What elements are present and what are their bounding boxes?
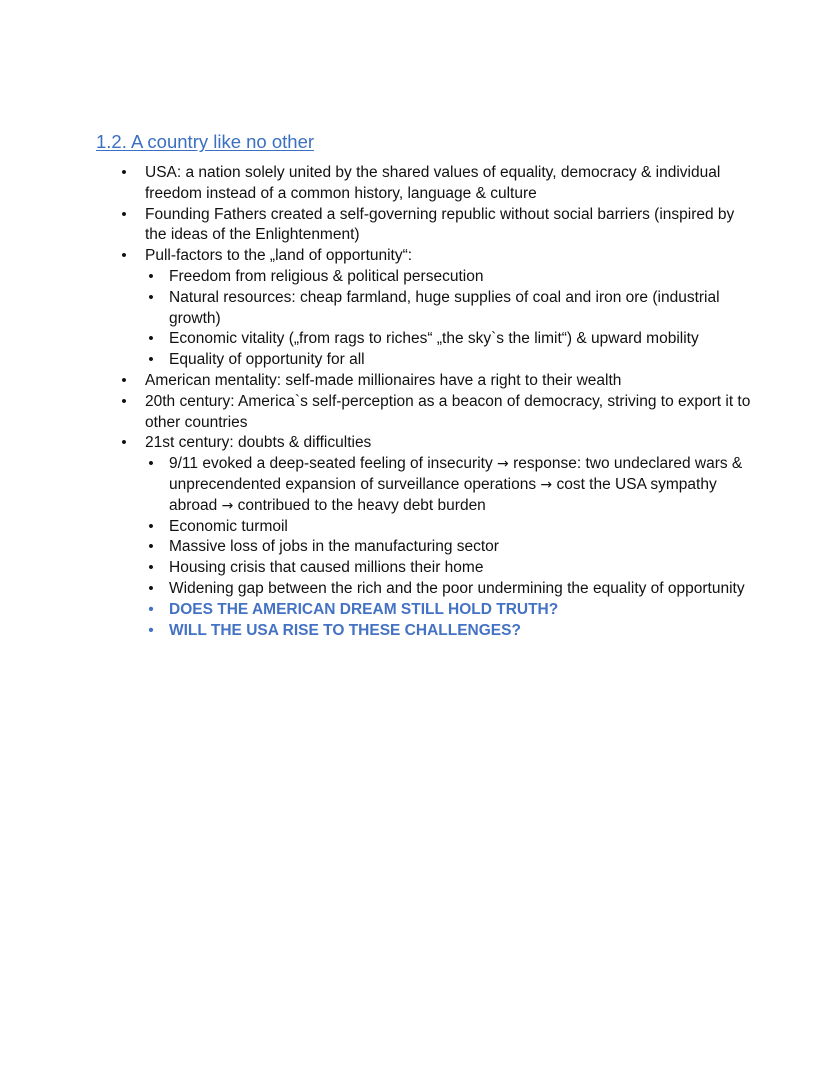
section-heading: 1.2. A country like no other <box>96 131 315 152</box>
question-item <box>145 600 760 621</box>
sub-list-item <box>145 267 760 288</box>
sub-list-item-text: Equality of opportunity for all <box>169 351 365 369</box>
list-item <box>0 246 760 371</box>
text-segment: response: two undeclared wars & unprecendented expansion of surveillance operations <box>169 455 743 493</box>
sub-list-item-text: Economic vitality („from rags to riches“ „the sky`s the limit“) & upward mobility <box>169 330 699 348</box>
bullet-icon: • <box>148 538 154 556</box>
question-text: DOES THE AMERICAN DREAM STILL HOLD TRUTH? <box>169 600 559 618</box>
arrow-icon: → <box>221 497 234 514</box>
sub-list-item <box>145 537 760 558</box>
sub-list-item-text: Freedom from religious & political persecution <box>169 267 484 285</box>
sub-list-item <box>145 288 760 330</box>
list-item-text: Founding Fathers created a self-governing republic without social barriers (inspired by the ideas of the Enlightenment) <box>145 205 735 244</box>
sub-list-item <box>145 579 760 600</box>
sub-bullet-list <box>145 454 760 641</box>
list-item <box>0 433 760 641</box>
bullet-icon: • <box>148 579 154 597</box>
bullet-icon: • <box>148 600 154 618</box>
sub-list-item-text: Widening gap between the rich and the poor undermining the equality of opportunity <box>169 579 745 597</box>
sub-list-item <box>145 517 760 538</box>
bullet-icon: • <box>121 434 127 452</box>
sub-list-item-text: Housing crisis that caused millions their home <box>169 559 484 577</box>
sub-list-item <box>145 350 760 371</box>
sub-list-item <box>145 329 760 350</box>
sub-list-item-text <box>169 454 760 516</box>
question-item <box>145 621 760 642</box>
list-item-text: American mentality: self-made millionaires have a right to their wealth <box>145 371 622 389</box>
sub-list-item <box>145 454 760 516</box>
bullet-icon: • <box>148 351 154 369</box>
list-item <box>0 392 760 434</box>
bullet-icon: • <box>148 267 154 285</box>
bullet-icon: • <box>121 247 127 265</box>
bullet-icon: • <box>148 621 154 639</box>
main-bullet-list <box>0 163 760 641</box>
list-item <box>0 205 760 247</box>
text-segment: cost the USA sympathy abroad <box>169 475 717 514</box>
list-item <box>0 163 760 205</box>
bullet-icon: • <box>148 330 154 348</box>
question-text: WILL THE USA RISE TO THESE CHALLENGES? <box>169 621 521 639</box>
bullet-icon: • <box>121 392 127 410</box>
text-segment: contribued to the heavy debt burden <box>237 496 486 514</box>
sub-list-item-text: Massive loss of jobs in the manufacturing sector <box>169 538 499 556</box>
bullet-icon: • <box>148 559 154 577</box>
text-segment: 9/11 evoked a deep-seated feeling of insecurity <box>169 455 493 473</box>
bullet-icon: • <box>121 205 127 223</box>
arrow-icon: → <box>540 476 553 493</box>
bullet-icon: • <box>121 371 127 389</box>
list-item-text: USA: a nation solely united by the shared values of equality, democracy & individual freedom instead of a common history, language & culture <box>145 164 721 202</box>
arrow-icon: → <box>497 456 509 473</box>
sub-list-item-text: Natural resources: cheap farmland, huge supplies of coal and iron ore (industrial growth) <box>169 288 720 327</box>
sub-list-item <box>145 558 760 579</box>
list-item-text: 20th century: America`s self-perception as a beacon of democracy, striving to export it to other countries <box>145 392 751 431</box>
bullet-icon: • <box>121 164 127 181</box>
bullet-icon: • <box>148 455 154 473</box>
list-item-text: 21st century: doubts & difficulties <box>145 434 372 452</box>
bullet-icon: • <box>148 288 154 306</box>
sub-bullet-list <box>145 267 760 371</box>
list-item-text: Pull-factors to the „land of opportunity“: <box>145 247 413 265</box>
bullet-icon: • <box>148 517 154 535</box>
sub-list-item-text: Economic turmoil <box>169 517 288 535</box>
list-item <box>0 371 760 392</box>
